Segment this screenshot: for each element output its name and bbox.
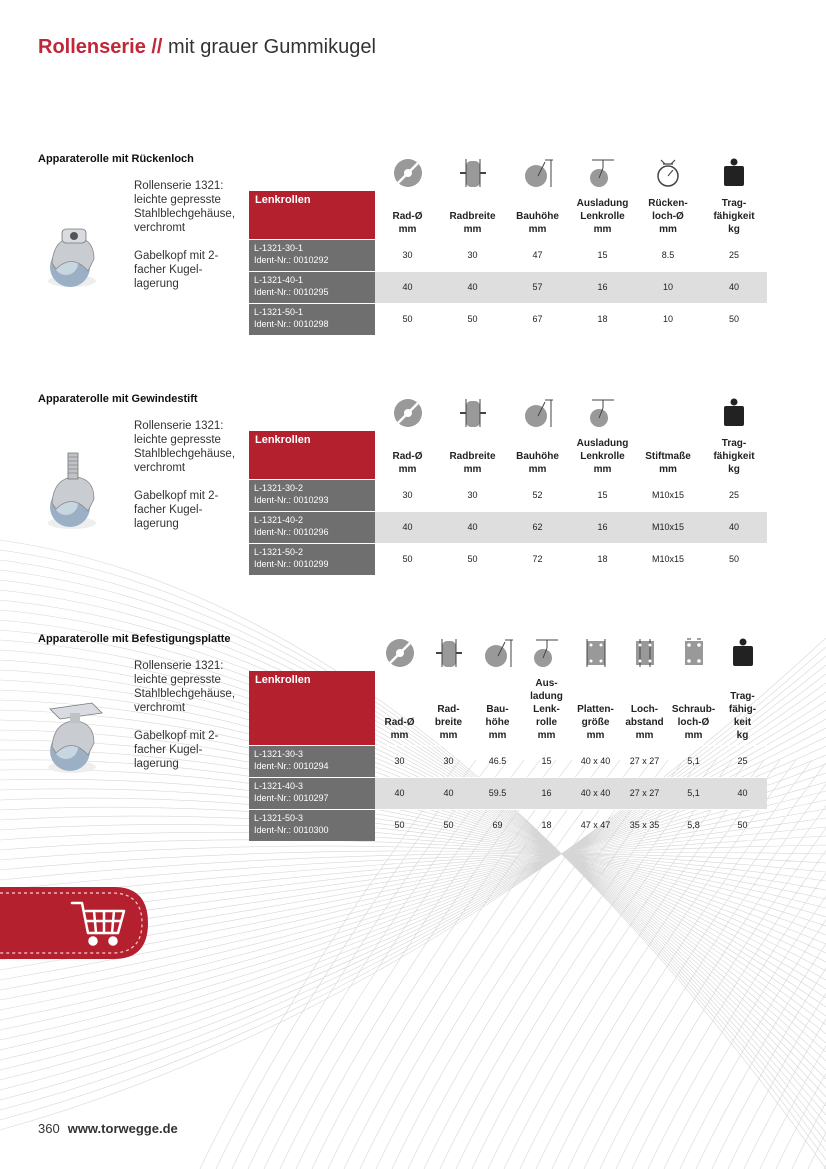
table-cell: 50 bbox=[440, 543, 505, 575]
article-label[interactable] bbox=[249, 809, 375, 841]
spec-table bbox=[249, 191, 767, 335]
spec-icons-row bbox=[249, 156, 769, 190]
table-cell: 40 bbox=[718, 777, 767, 809]
table-cell: 50 bbox=[718, 809, 767, 841]
load-weight-icon bbox=[717, 396, 751, 430]
table-cell: 16 bbox=[570, 511, 635, 543]
table-cell: 35 x 35 bbox=[620, 809, 669, 841]
table-row bbox=[249, 303, 767, 335]
table-cell: 5,1 bbox=[669, 745, 718, 777]
table-cell: 46.5 bbox=[473, 745, 522, 777]
table-cell: 27 x 27 bbox=[620, 777, 669, 809]
table-cell: 15 bbox=[570, 479, 635, 511]
table-cell: 50 bbox=[440, 303, 505, 335]
table-cell: 50 bbox=[375, 543, 440, 575]
table-row bbox=[249, 543, 767, 575]
table-row bbox=[249, 479, 767, 511]
column-header: Aus- ladung Lenk- rolle mm bbox=[530, 677, 563, 741]
table-cell: 15 bbox=[570, 239, 635, 271]
table-cell: 50 bbox=[375, 809, 424, 841]
table-cell: 18 bbox=[570, 303, 635, 335]
ident-number: Ident-Nr.: 0010295 bbox=[254, 286, 329, 297]
wheel-diameter-icon bbox=[391, 396, 425, 430]
website-link[interactable]: www.torwegge.de bbox=[67, 1121, 178, 1136]
offset-icon bbox=[586, 156, 620, 190]
series-description: Rollenserie 1321: leichte gepresste Stahlblechgehäuse, verchromt bbox=[134, 420, 236, 474]
table-cell: 40 x 40 bbox=[571, 745, 620, 777]
article-label[interactable] bbox=[249, 777, 375, 809]
plate-size-icon bbox=[579, 636, 613, 670]
product-description bbox=[134, 419, 246, 545]
wheel-width-icon bbox=[456, 396, 490, 430]
table-cell: 30 bbox=[375, 239, 440, 271]
ident-number: Ident-Nr.: 0010292 bbox=[254, 254, 329, 265]
article-code: L-1321-40-1 bbox=[254, 274, 304, 285]
table-cell: 40 bbox=[375, 271, 440, 303]
bearing-description: Gabelkopf mit 2-facher Kugel-lagerung bbox=[134, 490, 219, 530]
table-cell: 40 bbox=[701, 511, 767, 543]
table-cell: 40 bbox=[424, 777, 473, 809]
table-cell: 69 bbox=[473, 809, 522, 841]
article-code: L-1321-40-2 bbox=[254, 514, 304, 525]
lenkrollen-header: Lenkrollen bbox=[249, 671, 375, 745]
series-description: Rollenserie 1321: leichte gepresste Stahlblechgehäuse, verchromt bbox=[134, 180, 236, 234]
article-code: L-1321-50-3 bbox=[254, 812, 304, 823]
table-cell: 40 bbox=[701, 271, 767, 303]
hole-spacing-icon bbox=[628, 636, 662, 670]
wheel-width-icon bbox=[456, 156, 490, 190]
offset-icon bbox=[586, 396, 620, 430]
section-title: Apparaterolle mit Befestigungsplatte bbox=[38, 633, 231, 645]
article-label[interactable] bbox=[249, 543, 375, 575]
table-cell: 30 bbox=[424, 745, 473, 777]
column-header: Rad- breite mm bbox=[434, 703, 463, 741]
table-cell: 10 bbox=[635, 271, 701, 303]
ident-number: Ident-Nr.: 0010293 bbox=[254, 494, 329, 505]
column-header: Ausladung Lenkrolle mm bbox=[576, 437, 629, 475]
table-cell: 59.5 bbox=[473, 777, 522, 809]
article-label[interactable] bbox=[249, 511, 375, 543]
ident-number: Ident-Nr.: 0010297 bbox=[254, 792, 329, 803]
table-cell: 30 bbox=[440, 479, 505, 511]
table-cell: 5,8 bbox=[669, 809, 718, 841]
spec-icons-row bbox=[249, 396, 769, 430]
caster-photo-back-hole bbox=[42, 223, 102, 293]
section-title: Apparaterolle mit Rückenloch bbox=[38, 153, 194, 165]
table-cell: 25 bbox=[701, 479, 767, 511]
table-cell: 25 bbox=[701, 239, 767, 271]
spec-table-header bbox=[249, 191, 767, 239]
lenkrollen-header: Lenkrollen bbox=[249, 191, 375, 239]
table-cell: 40 bbox=[440, 271, 505, 303]
spec-table bbox=[249, 431, 767, 575]
ident-number: Ident-Nr.: 0010294 bbox=[254, 760, 329, 771]
article-code: L-1321-40-3 bbox=[254, 780, 304, 791]
table-cell: 57 bbox=[505, 271, 570, 303]
table-cell: 40 x 40 bbox=[571, 777, 620, 809]
table-cell: 27 x 27 bbox=[620, 745, 669, 777]
table-row bbox=[249, 239, 767, 271]
height-icon bbox=[481, 636, 515, 670]
table-row bbox=[249, 271, 767, 303]
page-footer bbox=[38, 1121, 178, 1136]
article-code: L-1321-30-2 bbox=[254, 482, 304, 493]
table-cell: 40 bbox=[375, 511, 440, 543]
table-cell: 8.5 bbox=[635, 239, 701, 271]
offset-icon bbox=[530, 636, 564, 670]
table-cell: 18 bbox=[570, 543, 635, 575]
column-header: Bauhöhe mm bbox=[516, 450, 559, 475]
column-header: Trag- fähigkeit kg bbox=[713, 197, 755, 235]
table-cell: 50 bbox=[701, 303, 767, 335]
table-row bbox=[249, 511, 767, 543]
article-code: L-1321-30-3 bbox=[254, 748, 304, 759]
table-cell: 47 bbox=[505, 239, 570, 271]
table-cell: 18 bbox=[522, 809, 571, 841]
product-description bbox=[134, 179, 246, 305]
column-header: Rad-Ø mm bbox=[384, 716, 415, 741]
wheel-diameter-icon bbox=[383, 636, 417, 670]
column-header: Trag- fähig- keit kg bbox=[728, 690, 757, 741]
table-cell: 67 bbox=[505, 303, 570, 335]
table-cell: 25 bbox=[718, 745, 767, 777]
table-cell: 16 bbox=[570, 271, 635, 303]
table-row bbox=[249, 745, 767, 777]
table-cell: 10 bbox=[635, 303, 701, 335]
page-number: 360 bbox=[38, 1121, 60, 1136]
table-cell: 47 x 47 bbox=[571, 809, 620, 841]
table-cell: 30 bbox=[375, 479, 440, 511]
column-header: Bauhöhe mm bbox=[516, 210, 559, 235]
column-header: Loch- abstand mm bbox=[625, 703, 664, 741]
table-cell: 15 bbox=[522, 745, 571, 777]
table-cell: 16 bbox=[522, 777, 571, 809]
column-header: Platten- größe mm bbox=[577, 703, 614, 741]
table-row bbox=[249, 809, 767, 841]
article-code: L-1321-50-1 bbox=[254, 306, 304, 317]
product-description bbox=[134, 659, 246, 785]
load-weight-icon bbox=[726, 636, 760, 670]
article-label[interactable] bbox=[249, 479, 375, 511]
ident-number: Ident-Nr.: 0010299 bbox=[254, 558, 329, 569]
table-row bbox=[249, 777, 767, 809]
caster-photo-threaded-stem bbox=[42, 451, 102, 533]
table-cell: 50 bbox=[701, 543, 767, 575]
column-header: Radbreite mm bbox=[449, 450, 496, 475]
screw-hole-icon bbox=[677, 636, 711, 670]
ident-number: Ident-Nr.: 0010296 bbox=[254, 526, 329, 537]
wheel-width-icon bbox=[432, 636, 466, 670]
spec-table bbox=[249, 671, 767, 841]
table-cell: 72 bbox=[505, 543, 570, 575]
table-cell: M10x15 bbox=[635, 479, 701, 511]
spec-table-header bbox=[249, 431, 767, 479]
column-header: Rad-Ø mm bbox=[392, 210, 423, 235]
column-header: Rad-Ø mm bbox=[392, 450, 423, 475]
table-cell: 40 bbox=[440, 511, 505, 543]
ident-number: Ident-Nr.: 0010300 bbox=[254, 824, 329, 835]
column-header: Ausladung Lenkrolle mm bbox=[576, 197, 629, 235]
article-label[interactable] bbox=[249, 303, 375, 335]
height-icon bbox=[521, 396, 555, 430]
shopping-cart-badge[interactable] bbox=[0, 883, 152, 965]
caster-photo-mounting-plate bbox=[42, 701, 104, 777]
table-cell: 50 bbox=[424, 809, 473, 841]
page-title: Rollenserie // mit grauer Gummikugel bbox=[38, 36, 376, 58]
table-cell: M10x15 bbox=[635, 511, 701, 543]
spec-icons-row bbox=[249, 636, 769, 670]
table-cell: M10x15 bbox=[635, 543, 701, 575]
table-cell: 62 bbox=[505, 511, 570, 543]
height-icon bbox=[521, 156, 555, 190]
series-description: Rollenserie 1321: leichte gepresste Stahlblechgehäuse, verchromt bbox=[134, 660, 236, 714]
article-label[interactable] bbox=[249, 239, 375, 271]
bearing-description: Gabelkopf mit 2-facher Kugel-lagerung bbox=[134, 730, 219, 770]
table-cell: 5,1 bbox=[669, 777, 718, 809]
lenkrollen-header: Lenkrollen bbox=[249, 431, 375, 479]
column-header: Rücken- loch-Ø mm bbox=[648, 197, 688, 235]
column-header: Stiftmaße mm bbox=[645, 450, 691, 475]
article-label[interactable] bbox=[249, 271, 375, 303]
spec-table-header bbox=[249, 671, 767, 745]
column-header: Schraub- loch-Ø mm bbox=[671, 703, 716, 741]
column-header: Bau- höhe mm bbox=[485, 703, 510, 741]
article-code: L-1321-30-1 bbox=[254, 242, 304, 253]
ident-number: Ident-Nr.: 0010298 bbox=[254, 318, 329, 329]
back-hole-icon bbox=[651, 156, 685, 190]
table-cell: 30 bbox=[375, 745, 424, 777]
article-code: L-1321-50-2 bbox=[254, 546, 304, 557]
wheel-diameter-icon bbox=[391, 156, 425, 190]
bearing-description: Gabelkopf mit 2-facher Kugel-lagerung bbox=[134, 250, 219, 290]
table-cell: 52 bbox=[505, 479, 570, 511]
article-label[interactable] bbox=[249, 745, 375, 777]
table-cell: 40 bbox=[375, 777, 424, 809]
section-title: Apparaterolle mit Gewindestift bbox=[38, 393, 198, 405]
column-header: Radbreite mm bbox=[449, 210, 496, 235]
table-cell: 50 bbox=[375, 303, 440, 335]
table-cell: 30 bbox=[440, 239, 505, 271]
column-header: Trag- fähigkeit kg bbox=[713, 437, 755, 475]
load-weight-icon bbox=[717, 156, 751, 190]
